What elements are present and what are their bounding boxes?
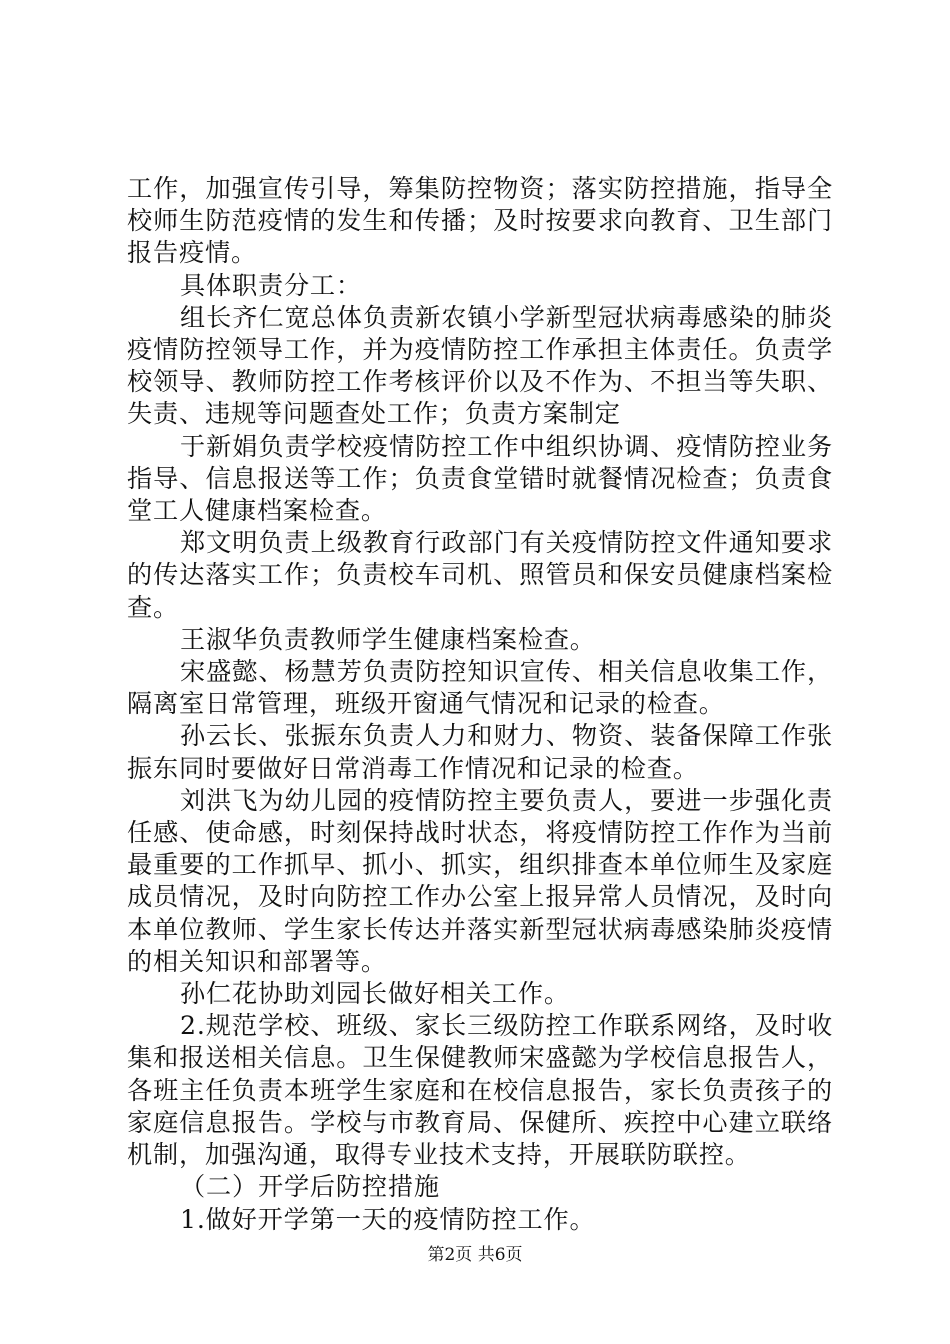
paragraph-13: 1.做好开学第一天的疫情防控工作。	[180, 1204, 596, 1234]
section-heading: （二）开学后防控措施	[180, 1172, 440, 1202]
paragraph-6: 王淑华负责教师学生健康档案检查。	[180, 624, 596, 654]
document-body	[127, 173, 833, 1236]
paragraph-8: 孙云长、张振东负责人力和财力、物资、装备保障工作张振东同时要做好日常消毒工作情况和记录的检查。	[127, 721, 833, 783]
paragraph-4: 于新娟负责学校疫情防控工作中组织协调、疫情防控业务指导、信息报送等工作；负责食堂错时就餐情况检查；负责食堂工人健康档案检查。	[127, 431, 833, 526]
paragraph-10: 孙仁花协助刘园长做好相关工作。	[180, 979, 570, 1009]
page-number-footer: 第2页 共6页	[427, 1245, 523, 1265]
paragraph-11: 2.规范学校、班级、家长三级防控工作联系网络，及时收集和报送相关信息。卫生保健教师宋盛懿为学校信息报告人，各班主任负责本班学生家庭和在校信息报告，家长负责孩子的家庭信息报告。学校与市教育局、保健所、疾控中心建立联络机制，加强沟通，取得专业技术支持，开展联防联控。	[127, 1011, 833, 1170]
paragraph-7: 宋盛懿、杨慧芳负责防控知识宣传、相关信息收集工作，隔离室日常管理，班级开窗通气情况和记录的检查。	[127, 657, 833, 719]
paragraph-3: 组长齐仁宽总体负责新农镇小学新型冠状病毒感染的肺炎疫情防控领导工作，并为疫情防控工作承担主体责任。负责学校领导、教师防控工作考核评价以及不作为、不担当等失职、失责、违规等问题查处工作；负责方案制定	[127, 302, 833, 429]
paragraph-1: 工作，加强宣传引导，筹集防控物资；落实防控措施，指导全校师生防范疫情的发生和传播；及时按要求向教育、卫生部门报告疫情。	[127, 174, 833, 268]
paragraph-2: 具体职责分工：	[180, 270, 362, 300]
paragraph-5: 郑文明负责上级教育行政部门有关疫情防控文件通知要求的传达落实工作；负责校车司机、照管员和保安员健康档案检查。	[127, 528, 833, 622]
paragraph-9: 刘洪飞为幼儿园的疫情防控主要负责人，要进一步强化责任感、使命感，时刻保持战时状态，将疫情防控工作作为当前最重要的工作抓早、抓小、抓实，组织排查本单位师生及家庭成员情况，及时向防控工作办公室上报异常人员情况，及时向本单位教师、学生家长传达并落实新型冠状病毒感染肺炎疫情的相关知识和部署等。	[127, 785, 833, 976]
